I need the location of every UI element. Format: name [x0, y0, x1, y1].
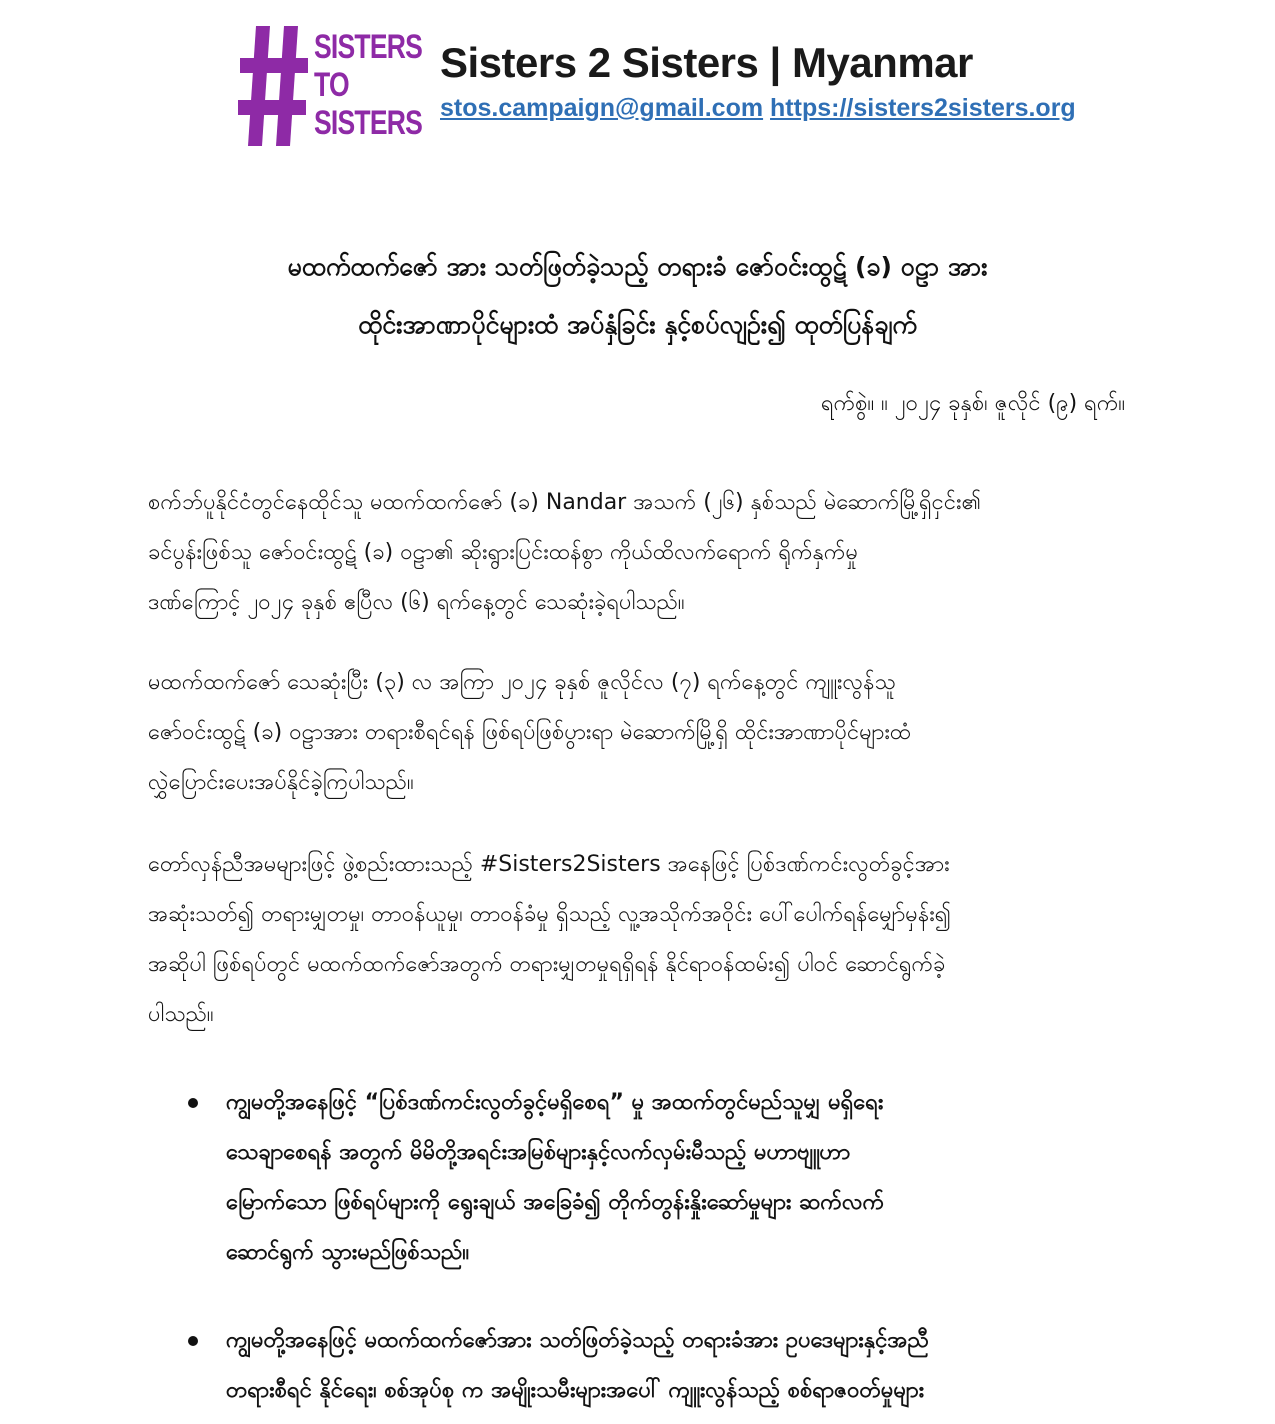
bullet-icon	[188, 1336, 198, 1346]
paragraph-line: အဆိုပါ ဖြစ်ရပ်တွင် မထက်ထက်ဇော်အတွက် တရားမျှတမှုရရှိရန် နိုင်ရာဝန်ထမ်း၍ ပါဝင် ဆောင်ရွက်ခဲ့	[148, 952, 946, 977]
logo-word: TO	[314, 66, 349, 104]
paragraph-line: ဒဏ်ကြောင့် ၂၀၂၄ ခုနှစ် ဧပြီလ (၆) ရက်နေ့တွင် သေဆုံးခဲ့ရပါသည်။	[148, 590, 685, 615]
body-paragraph	[148, 478, 1124, 628]
paragraph-line: လွှဲပြောင်းပေးအပ်နိုင်ခဲ့ကြပါသည်။	[148, 770, 414, 795]
title-line: မထက်ထက်ဇော် အား သတ်ဖြတ်ခဲ့သည့် တရားခံ ဇော်ဝင်းထွဋ် (ခ) ဝဠာ အား	[287, 252, 988, 281]
bullet-line: ကျွမတို့အနေဖြင့် “ပြစ်ဒဏ်ကင်းလွတ်ခွင့်မရှိစေရ” မှု အထက်တွင်မည်သူမျှ မရှိရေး	[226, 1090, 884, 1115]
paragraph-line: စက်ဘ်ပူနိုင်ငံတွင်နေထိုင်သူ မထက်ထက်ဇော် (ခ) Nandar အသက် (၂၆) နှစ်သည် မဲဆောက်မြို့ရှိငှင်း၏	[148, 490, 982, 515]
paragraph-line: အဆုံးသတ်၍ တရားမျှတမှု၊ တာဝန်ယူမှု၊ တာဝန်ခံမှု ရှိသည့် လူ့အသိုက်အဝိုင်း ပေါ်ပေါက်ရန်မျှော်မှန်း၍	[148, 902, 952, 927]
paragraph-line: ခင်ပွန်းဖြစ်သူ ဇော်ဝင်းထွဋ် (ခ) ဝဠာ၏ ဆိုးရွားပြင်းထန်စွာ ကိုယ်ထိလက်ရောက် ရိုက်နှက်မှု	[148, 540, 859, 565]
paragraph-line: မထက်ထက်ဇော် သေဆုံးပြီး (၃) လ အကြာ ၂၀၂၄ ခုနှစ် ဇူလိုင်လ (၇) ရက်နေ့တွင် ကျူးလွန်သူ	[148, 670, 896, 695]
paragraph-line: ဇော်ဝင်းထွဋ် (ခ) ဝဠာအား တရားစီရင်ရန် ဖြစ်ရပ်ဖြစ်ပွားရာ မဲဆောက်မြို့ရှိ ထိုင်းအာဏာပိုင်များထံ	[148, 720, 912, 745]
paragraph-line: တော်လှန်ညီအမများဖြင့် ဖွဲ့စည်းထားသည့် #Sisters2Sisters အနေဖြင့် ပြစ်ဒဏ်ကင်းလွတ်ခွင့်အား	[148, 852, 950, 877]
bullet-line: ကျွမတို့အနေဖြင့် မထက်ထက်ဇော်အား သတ်ဖြတ်ခဲ့သည့် တရားခံအား ဥပဒေများနှင့်အညီ	[226, 1328, 929, 1353]
paragraph-line: ပါသည်။	[148, 1002, 214, 1027]
commitment-list	[148, 1078, 1124, 1278]
title-line: ထိုင်းအာဏာပိုင်များထံ အပ်နှံခြင်း နှင့်စပ်လျဉ်း၍ ထုတ်ပြန်ချက်	[358, 310, 917, 339]
commitment-list	[148, 1316, 1124, 1416]
bullet-line: ဆောင်ရွက် သွားမည်ဖြစ်သည်။	[226, 1240, 469, 1265]
dateline: ရက်စွဲ။ ။ ၂၀၂၄ ခုနှစ်၊ ဇူလိုင် (၉) ရက်။	[820, 391, 1125, 416]
sisters-to-sisters-logo	[238, 24, 423, 150]
hashtag-icon	[238, 24, 310, 148]
bullet-line: သေချာစေရန် အတွက် မိမိတို့အရင်းအမြစ်များနှင့်လက်လှမ်းမီသည့် မဟာဗျူဟာ	[226, 1140, 851, 1165]
body-paragraph	[148, 840, 1124, 1040]
email-link[interactable]: stos.campaign@gmail.com	[440, 94, 764, 122]
statement-title	[120, 238, 1155, 354]
logo-wordmark	[314, 28, 423, 142]
list-item	[148, 1078, 1124, 1278]
logo-word: SISTERS	[314, 28, 423, 66]
letterhead	[238, 24, 1138, 154]
bullet-icon	[188, 1098, 198, 1108]
website-link[interactable]: https://sisters2sisters.org	[770, 94, 1076, 122]
list-item	[148, 1316, 1124, 1416]
contact-links	[440, 92, 1076, 124]
body-paragraph	[148, 658, 1124, 808]
logo-word: SISTERS	[314, 104, 423, 142]
bullet-line: တရားစီရင် နိုင်ရေး၊ စစ်အုပ်စု က အမျိုးသမီးများအပေါ် ကျူးလွန်သည့် စစ်ရာဇဝတ်မှုများ	[226, 1378, 925, 1403]
organization-title: Sisters 2 Sisters | Myanmar	[440, 39, 973, 86]
bullet-line: မြောက်သော ဖြစ်ရပ်များကို ရွေးချယ် အခြေခံ၍ တိုက်တွန်းနှိုးဆော်မှုများ ဆက်လက်	[226, 1190, 885, 1215]
